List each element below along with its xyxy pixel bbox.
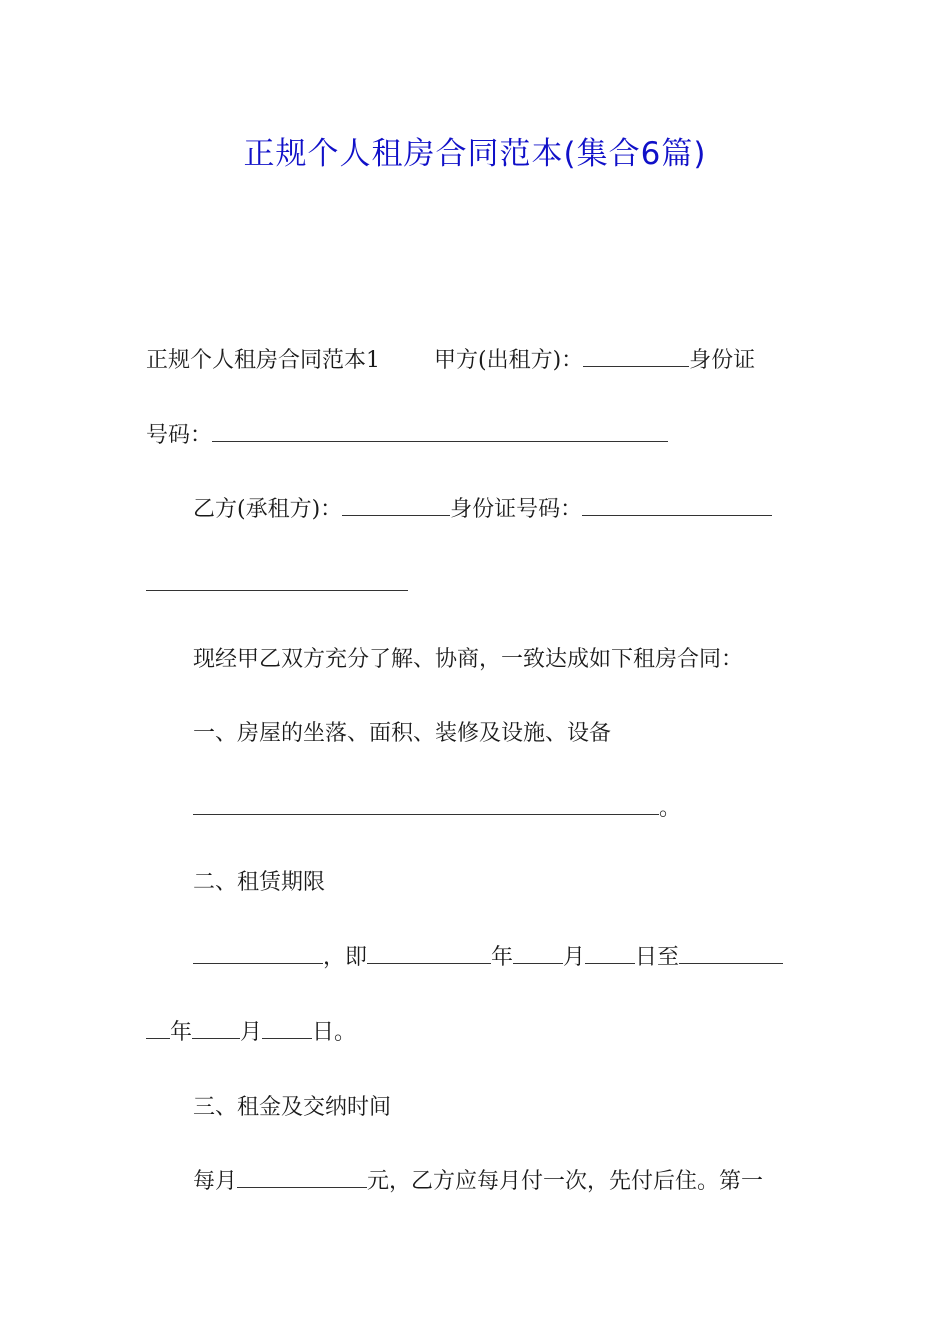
end-month-blank (192, 1018, 240, 1039)
rent-prefix: 每月 (193, 1169, 238, 1194)
line-party-b (193, 495, 772, 525)
end-year-blank (679, 943, 783, 964)
section1-period: 。 (659, 796, 682, 821)
section2-title: 二、租赁期限 (193, 870, 326, 895)
line-party-b-id-cont (146, 570, 408, 600)
end-day-blank (262, 1018, 312, 1039)
id-label-part2: 号码： (146, 423, 213, 448)
party-b-id-blank (582, 495, 772, 516)
start-month-blank (513, 943, 563, 964)
term-blank (193, 943, 323, 964)
section1-blank-line (193, 794, 681, 824)
end-year-label: 年 (170, 1020, 193, 1045)
party-b-id-blank-cont (146, 570, 408, 591)
term-ji: ，即 (323, 945, 368, 970)
end-day-label: 日。 (312, 1020, 357, 1045)
document-title: 正规个人租房合同范本(集合6篇) (243, 136, 707, 172)
start-day-blank (585, 943, 635, 964)
end-month-label: 月 (240, 1020, 263, 1045)
line-heading-party-a (146, 346, 755, 376)
section1-title: 一、房屋的坐落、面积、装修及设施、设备 (193, 721, 612, 746)
line-party-a-id (146, 421, 668, 451)
rent-amount-blank (237, 1167, 367, 1188)
id-label-part1: 身份证 (689, 348, 756, 373)
section3-heading (193, 1093, 391, 1123)
party-a-name-blank (583, 346, 689, 367)
intro-paragraph (193, 645, 743, 675)
section2-heading (193, 868, 325, 898)
rent-text: 元，乙方应每月付一次，先付后住。第一 (367, 1169, 764, 1194)
term-line (193, 943, 783, 973)
end-year-blank-cont (146, 1018, 170, 1039)
start-year-blank (367, 943, 491, 964)
party-b-label: 乙方(承租方)： (193, 497, 343, 522)
section3-title: 三、租金及交纳时间 (193, 1095, 392, 1120)
start-day-label: 日至 (635, 945, 680, 970)
section1-blank (193, 794, 659, 815)
term-line-cont (146, 1018, 356, 1048)
rent-line (193, 1167, 763, 1197)
party-a-id-blank (212, 421, 668, 442)
intro-text: 现经甲乙双方充分了解、协商，一致达成如下租房合同： (193, 647, 744, 672)
section1-heading (193, 719, 611, 749)
start-month-label: 月 (563, 945, 586, 970)
party-a-label: 甲方(出租方)： (434, 348, 584, 373)
start-year-label: 年 (491, 945, 514, 970)
party-b-name-blank (342, 495, 450, 516)
party-b-id-label: 身份证号码： (450, 497, 583, 522)
contract-heading: 正规个人租房合同范本1 (146, 348, 380, 373)
